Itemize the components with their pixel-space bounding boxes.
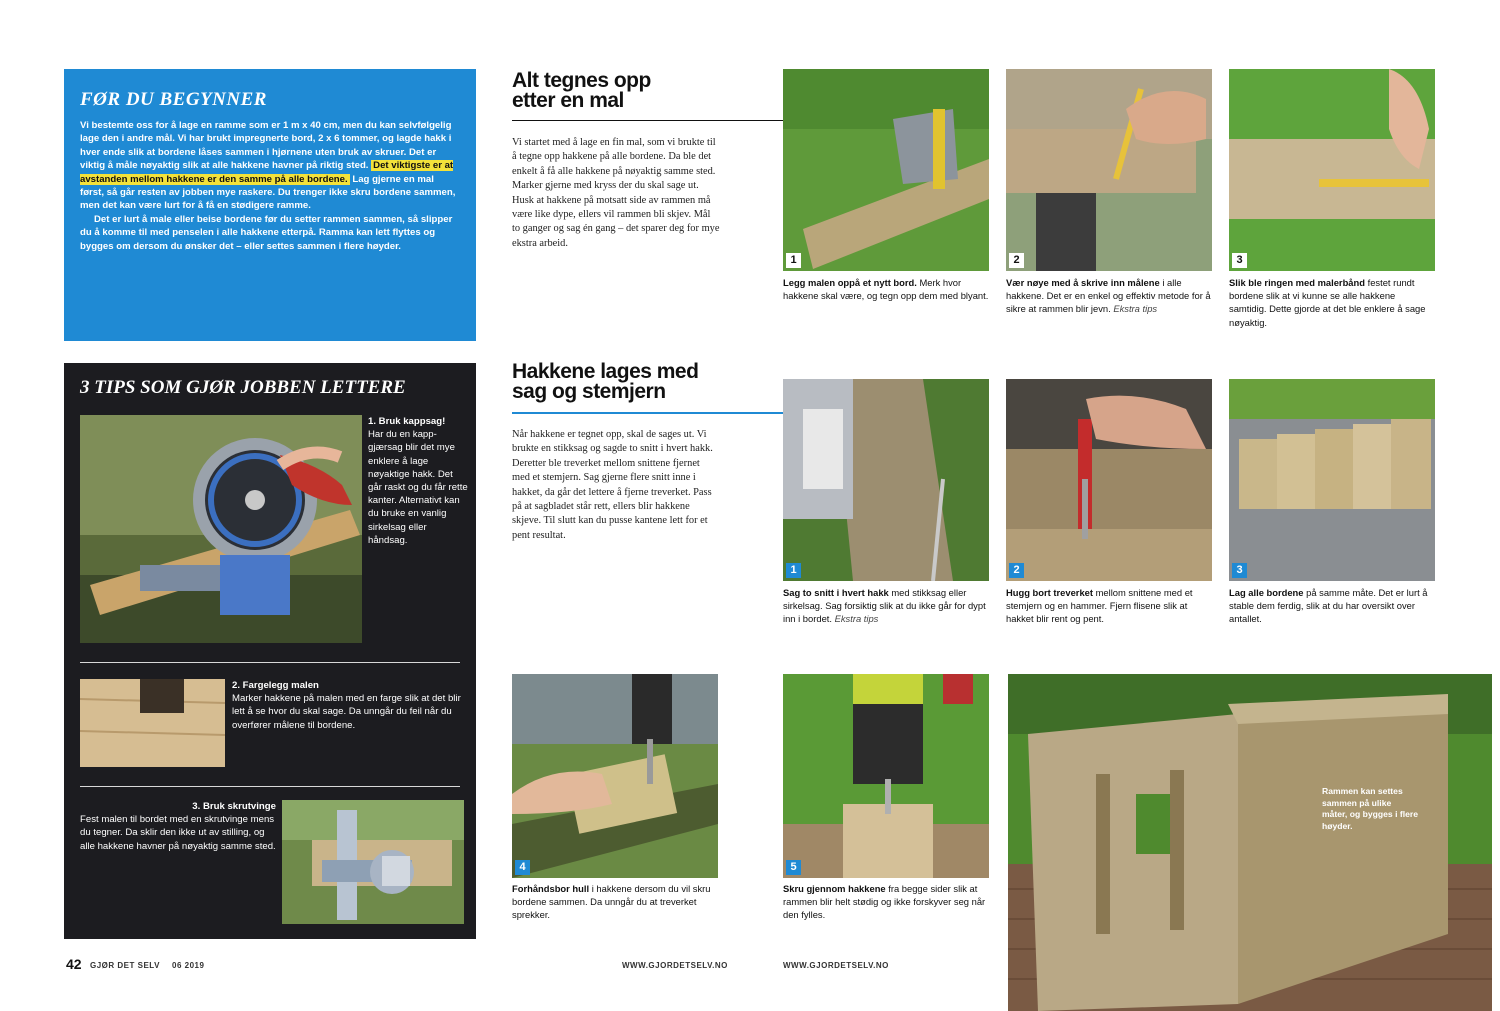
final-photo-overlay-text: Rammen kan settes sammen på ulike måter, og bygges i flere høyder. [1322, 786, 1418, 831]
row2-photo-1-jigsaw [783, 379, 989, 581]
section2-title [512, 362, 772, 402]
before-you-begin-title: FØR DU BEGYNNER [80, 89, 267, 110]
row1-caption-2-bold: Vær nøye med å skrive inn målene [1006, 277, 1160, 288]
before-you-begin-paragraph-1 [80, 119, 460, 213]
row2-caption-1-text: med stikksag eller sirkelsag. Sag forsiktig slik at du ikke går for dypt inn i bordet. [783, 587, 986, 625]
tips-divider-2 [80, 786, 460, 787]
page-number: 42 [66, 956, 82, 972]
row1-caption-3-text: festet rundt bordene slik at vi kunne se alle hakkene samtidig. Dette gjorde at det ble enklere å sage nøyaktig. [1229, 277, 1426, 328]
row1-caption-2-credit: Ekstra tips [1113, 303, 1158, 315]
tip3-text [80, 800, 276, 853]
tip1-body: Har du en kapp-gjærsag blir det mye enklere å lage nøyaktige hakk. Det går raskt og du får rette kanter. Alternativt kan du bruke en vanlig sirkelsag eller håndsag. [368, 429, 468, 546]
step4-caption [512, 882, 718, 922]
final-photo-assembled-frame [1008, 674, 1492, 1011]
step4-photo-drilling [512, 674, 718, 878]
tip2-text [232, 679, 468, 732]
row1-photo-3-number: 3 [1232, 253, 1247, 268]
tip2-photo-template [80, 679, 225, 767]
row2-caption-2-text: mellom snittene med et stemjern og en hammer. Fjern flisene slik at hakket blir rent og pent. [1006, 587, 1193, 625]
row3-caption-1-text: fra begge sider slik at rammen blir helt stødig og ikke forskyver seg når den fylles. [783, 883, 986, 921]
before-text-b: Lag gjerne en mal først, så går resten av jobben mye raskere. Du trenger ikke skru bordene sammen, men det kan være lurt for å få en stødigere ramme. [80, 173, 456, 212]
before-text-a: Vi bestemte oss for å lage en ramme som er 1 m x 40 cm, men du kan selvfølgelig lage den i andre mål. Vi har brukt impregnerte bord, 2 x 6 tommer, og lagde hakk i hver ende slik at bordene låses sammen i hjørnene uten bruk av skruer. Det er viktig å måle nøyaktig slik at alle hakkene havner på riktig sted. [80, 120, 452, 172]
row1-caption-1-bold: Legg malen oppå et nytt bord. [783, 277, 917, 288]
section1-title-line2: etter en mal [512, 89, 624, 112]
row1-caption-2-text: i alle hakkene. Det er en enkel og effektiv metode for å sikre at rammen blir jevn. [1006, 277, 1211, 315]
section1-title [512, 71, 772, 111]
step4-number: 4 [515, 860, 530, 875]
row1-photo-3-ruler [1229, 69, 1435, 271]
tip2-title: 2. Fargelegg malen [232, 680, 319, 691]
tip1-text [368, 415, 468, 547]
tips-title: 3 TIPS SOM GJØR JOBBEN LETTERE [80, 377, 406, 398]
row2-caption-2-bold: Hugg bort treverket [1006, 587, 1093, 598]
before-you-begin-box [64, 69, 476, 341]
row2-caption-3-bold: Lag alle bordene [1229, 587, 1304, 598]
row2-caption-1 [783, 586, 989, 626]
tip3-body: Fest malen til bordet med en skrutvinge mens du tegner. Da sklir den ikke ut av stilling, og alle hakkene havner på nøyaktig samme sted. [80, 814, 276, 852]
footer-web-left: WWW.GJORDETSELV.NO [622, 961, 728, 970]
row2-caption-3-text: på samme måte. Det er lurt å stable dem ferdig, slik at du har oversikt over antallet. [1229, 587, 1428, 625]
tip3-photo-clamp [282, 800, 464, 924]
step4-caption-bold: Forhåndsbor hull [512, 883, 590, 894]
before-highlight: Det viktigste er at avstanden mellom hakkene er den samme på alle bordene. [80, 160, 454, 185]
row1-caption-1-text: Merk hvor hakkene skal være, og tegn opp dem med blyant. [783, 277, 989, 302]
footer-web-right: WWW.GJORDETSELV.NO [783, 961, 889, 970]
row2-photo-1-number: 1 [786, 563, 801, 578]
footer-issue: 06 2019 [172, 961, 205, 970]
tips-divider-1 [80, 662, 460, 663]
section1-title-line1: Alt tegnes opp [512, 69, 651, 92]
section1-rule [512, 120, 784, 121]
row3-caption-1-bold: Skru gjennom hakkene [783, 883, 886, 894]
row1-caption-3 [1229, 276, 1435, 329]
section2-body: Når hakkene er tegnet opp, skal de sages ut. Vi brukte en stikksag og sagde to snitt i hvert hakk. Deretter ble treverket mellom snittene fjernet med et stemjern. Sag gjerne flere snitt inne i hakket, da går det lettere å fjerne treverket. Pass på at sagbladet står rett, ellers blir hakkene skjeve. Til slutt kan du pusse kantene lett for et pent resultat. [512, 429, 713, 541]
row2-caption-2 [1006, 586, 1212, 626]
row2-photo-3-number: 3 [1232, 563, 1247, 578]
row1-photo-2-number: 2 [1009, 253, 1024, 268]
row1-photo-2-marking [1006, 69, 1212, 271]
row1-caption-1 [783, 276, 989, 302]
row2-photo-2-number: 2 [1009, 563, 1024, 578]
section2-title-line2: sag og stemjern [512, 380, 666, 403]
row2-photo-3-stacked-boards [1229, 379, 1435, 581]
row3-photo-1-number: 5 [786, 860, 801, 875]
step4-caption-text: i hakkene dersom du vil skru bordene sammen. Da unngår du at treverket sprekker. [512, 883, 711, 921]
before-you-begin-paragraph-2: Det er lurt å male eller beise bordene før du setter rammen sammen, så slipper du å komme til med penselen i alle hakkene etterpå. Ramma kan lett flyttes og bygges om dersom du ønsker det – eller settes sammen i flere høyder. [80, 213, 453, 252]
tip3-title: 3. Bruk skrutvinge [192, 801, 276, 812]
row2-photo-2-chisel [1006, 379, 1212, 581]
row3-photo-1-screwing [783, 674, 989, 878]
row2-caption-1-credit: Ekstra tips [834, 613, 879, 625]
section1-body: Vi startet med å lage en fin mal, som vi brukte til å tegne opp hakkene på alle bordene. Da ble det enkelt å få alle hakkene på nøyaktig samme sted. Marker gjerne med kryss der du skal sage ut. Husk at hakkene på motsatt side av rammen må være like dype, ellers vil rammen bli skjev. Mål to ganger og sag én gang – det sparer deg for mye ekstra arbeid. [512, 137, 720, 249]
tip1-photo-mitre-saw [80, 415, 362, 643]
section2-rule [512, 412, 784, 414]
footer-magazine: GJØR DET SELV [90, 961, 160, 970]
row1-caption-3-bold: Slik ble ringen med malerbånd [1229, 277, 1365, 288]
row1-photo-1-template [783, 69, 989, 271]
row2-caption-3 [1229, 586, 1435, 626]
tip2-body: Marker hakkene på malen med en farge slik at det blir lett å se hvor du skal sage. Da unngår du feil når du overfører målene til bordene. [232, 693, 461, 731]
row1-photo-1-number: 1 [786, 253, 801, 268]
row2-caption-1-bold: Sag to snitt i hvert hakk [783, 587, 889, 598]
section2-title-line1: Hakkene lages med [512, 360, 699, 383]
row1-caption-2 [1006, 276, 1212, 316]
tip1-title: 1. Bruk kappsag! [368, 416, 446, 427]
row3-caption-1 [783, 882, 989, 922]
